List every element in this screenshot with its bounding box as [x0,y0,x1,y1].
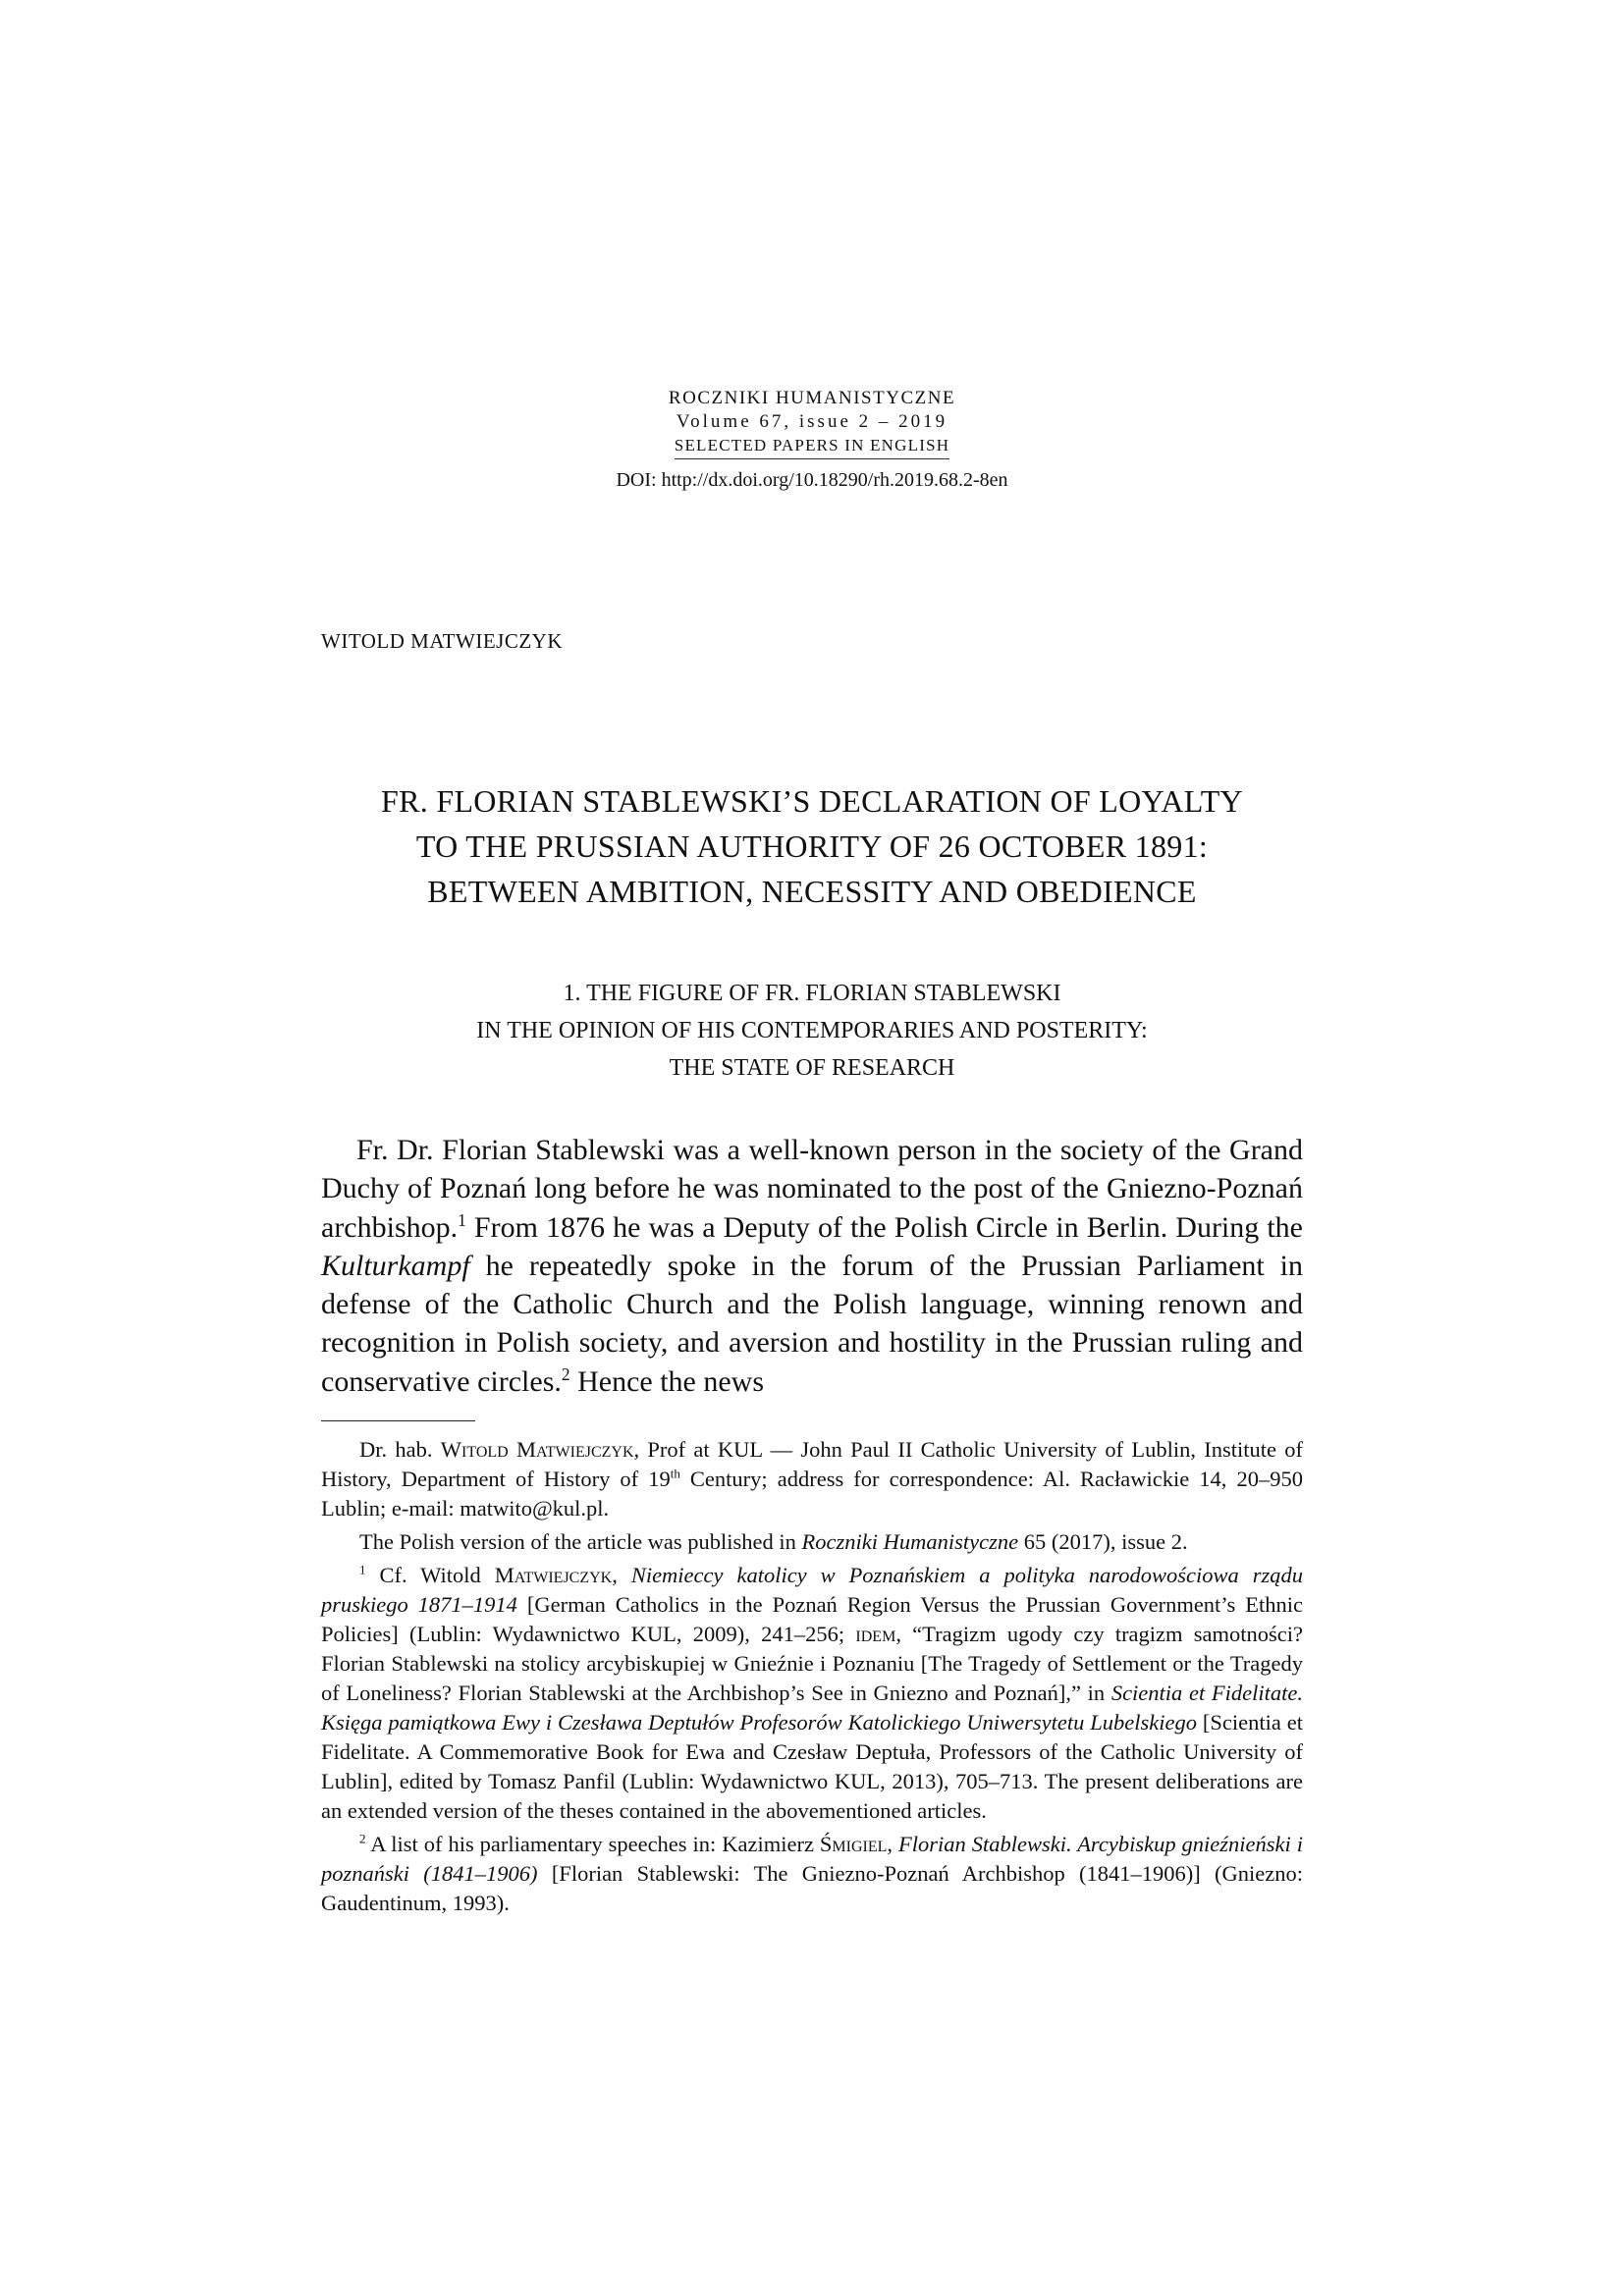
footnote-divider [321,1420,475,1421]
journal-header [0,387,1624,492]
footnote-author-name: Śmigiel [819,1832,888,1856]
article-doi: DOI: http://dx.doi.org/10.18290/rh.2019.68.2-8en [616,469,1008,491]
body-text-segment: From 1876 he was a Deputy of the Polish Circle in Berlin. During the [465,1210,1303,1244]
section-heading [0,975,1624,1087]
body-text-segment: Fr. Dr. Florian Stablewski was a well-known person in the society of the Grand Duchy of Poznań long before he was nominated to the post of the Gniezno-Poznań archbishop. [321,1134,1303,1244]
article-title-line: TO THE PRUSSIAN AUTHORITY OF 26 OCTOBER 1891: [415,828,1209,864]
footnote-journal-title: Roczniki Humanistyczne [801,1529,1019,1554]
journal-name: ROCZNIKI HUMANISTYCZNE [668,388,956,408]
footnote-author-name: Witold Matwiejczyk [440,1437,634,1462]
footnote-text: Dr. hab. [359,1437,441,1462]
article-title-line: FR. FLORIAN STABLEWSKI’S DECLARATION OF LOYALTY [381,783,1243,819]
footnote-text: A list of his parliamentary speeches in: Kazimierz [365,1832,820,1856]
footnote-text: Cf. Witold [365,1563,495,1587]
section-heading-line: 1. THE FIGURE OF FR. FLORIAN STABLEWSKI [563,981,1061,1006]
footnote-ref-2: 2 [561,1363,570,1384]
footnote-number: 1 [359,1562,366,1577]
footnote-text: , [612,1563,631,1587]
journal-selected-papers: SELECTED PAPERS IN ENGLISH [675,434,949,459]
footnote-text: , “Tragizm ugody czy tragizm samotności? Florian Stablewski na stolicy arcybiskupiej w Gnieźnie i Poznaniu [The Tragedy of Settlement or the Tragedy of Loneliness? Florian Stablewski at the Archbishop’s See in Gniezno and Poznań],” in [321,1622,1304,1705]
footnote-text: The Polish version of the article was published in [359,1529,802,1554]
section-heading-line: THE STATE OF RESEARCH [669,1055,955,1081]
footnote-author-affiliation [321,1435,1303,1523]
section-heading-line: IN THE OPINION OF HIS CONTEMPORARIES AND POSTERITY: [476,1018,1148,1043]
journal-volume: Volume 67, issue 2 – 2019 [676,411,948,432]
footnotes [321,1435,1303,1922]
footnote-text: [German Catholics in the Poznań Region Versus the Prussian Government’s Ethnic Policies] (Lublin: Wydawnictwo KUL, 2009), 241–256; [321,1592,1303,1646]
footnote-number: 2 [359,1831,366,1846]
footnote-text: 65 (2017), issue 2. [1018,1529,1188,1554]
footnote-text: [Florian Stablewski: The Gniezno-Poznań Archbishop (1841–1906)] (Gniezno: Gaudentinum, 1993). [321,1861,1303,1915]
footnote-idem: idem [855,1622,896,1646]
article-author: WITOLD MATWIEJCZYK [321,629,563,653]
footnote-ref-1: 1 [458,1209,466,1230]
footnote-book-title: Niemieccy katolicy w Poznańskiem a polityka narodowościowa rządu pruskiego 1871–1914 [321,1563,1304,1617]
footnote-polish-version [321,1527,1303,1557]
kulturkampf-term: Kulturkampf [321,1249,470,1282]
footnote-2 [321,1830,1303,1918]
body-text-segment: Hence the news [569,1364,765,1398]
footnote-text: , Prof at KUL — John Paul II Catholic University of Lublin, Institute of History, Department of History of 19 [321,1437,1303,1491]
footnote-1 [321,1561,1303,1826]
article-title-line: BETWEEN AMBITION, NECESSITY AND OBEDIENCE [427,874,1197,909]
footnote-text: [Scientia et Fidelitate. A Commemorative Book for Ewa and Czesław Deptuła, Professors of the Catholic University of Lublin], edited by Tomasz Panfil (Lublin: Wydawnictwo KUL, 2013), 705–713. The present deliberations are an extended version of the theses contained in the abovementioned articles. [321,1710,1303,1823]
footnote-book-title: Scientia et Fidelitate. Księga pamiątkowa Ewy i Czesława Deptułów Profesorów Katolickiego Uniwersytetu Lubelskiego [321,1681,1303,1735]
footnote-book-title: Florian Stablewski. Arcybiskup gnieźnieński i poznański (1841–1906) [321,1832,1303,1886]
footnote-text: Century; address for correspondence: Al. Racławickie 14, 20–950 Lublin; e-mail: matwito@kul.pl. [321,1467,1303,1521]
footnote-author-name: Matwiejczyk [494,1563,613,1587]
footnote-superscript: th [670,1466,680,1481]
footnote-text: , [887,1832,899,1856]
body-paragraph [321,1131,1303,1401]
body-text-segment: he repeatedly spoke in the forum of the Prussian Parliament in defense of the Catholic Church and the Polish language, winning renown and recognition in Polish society, and aversion and hostility in the Prussian ruling and conservative circles. [321,1249,1303,1398]
article-title [0,778,1624,914]
